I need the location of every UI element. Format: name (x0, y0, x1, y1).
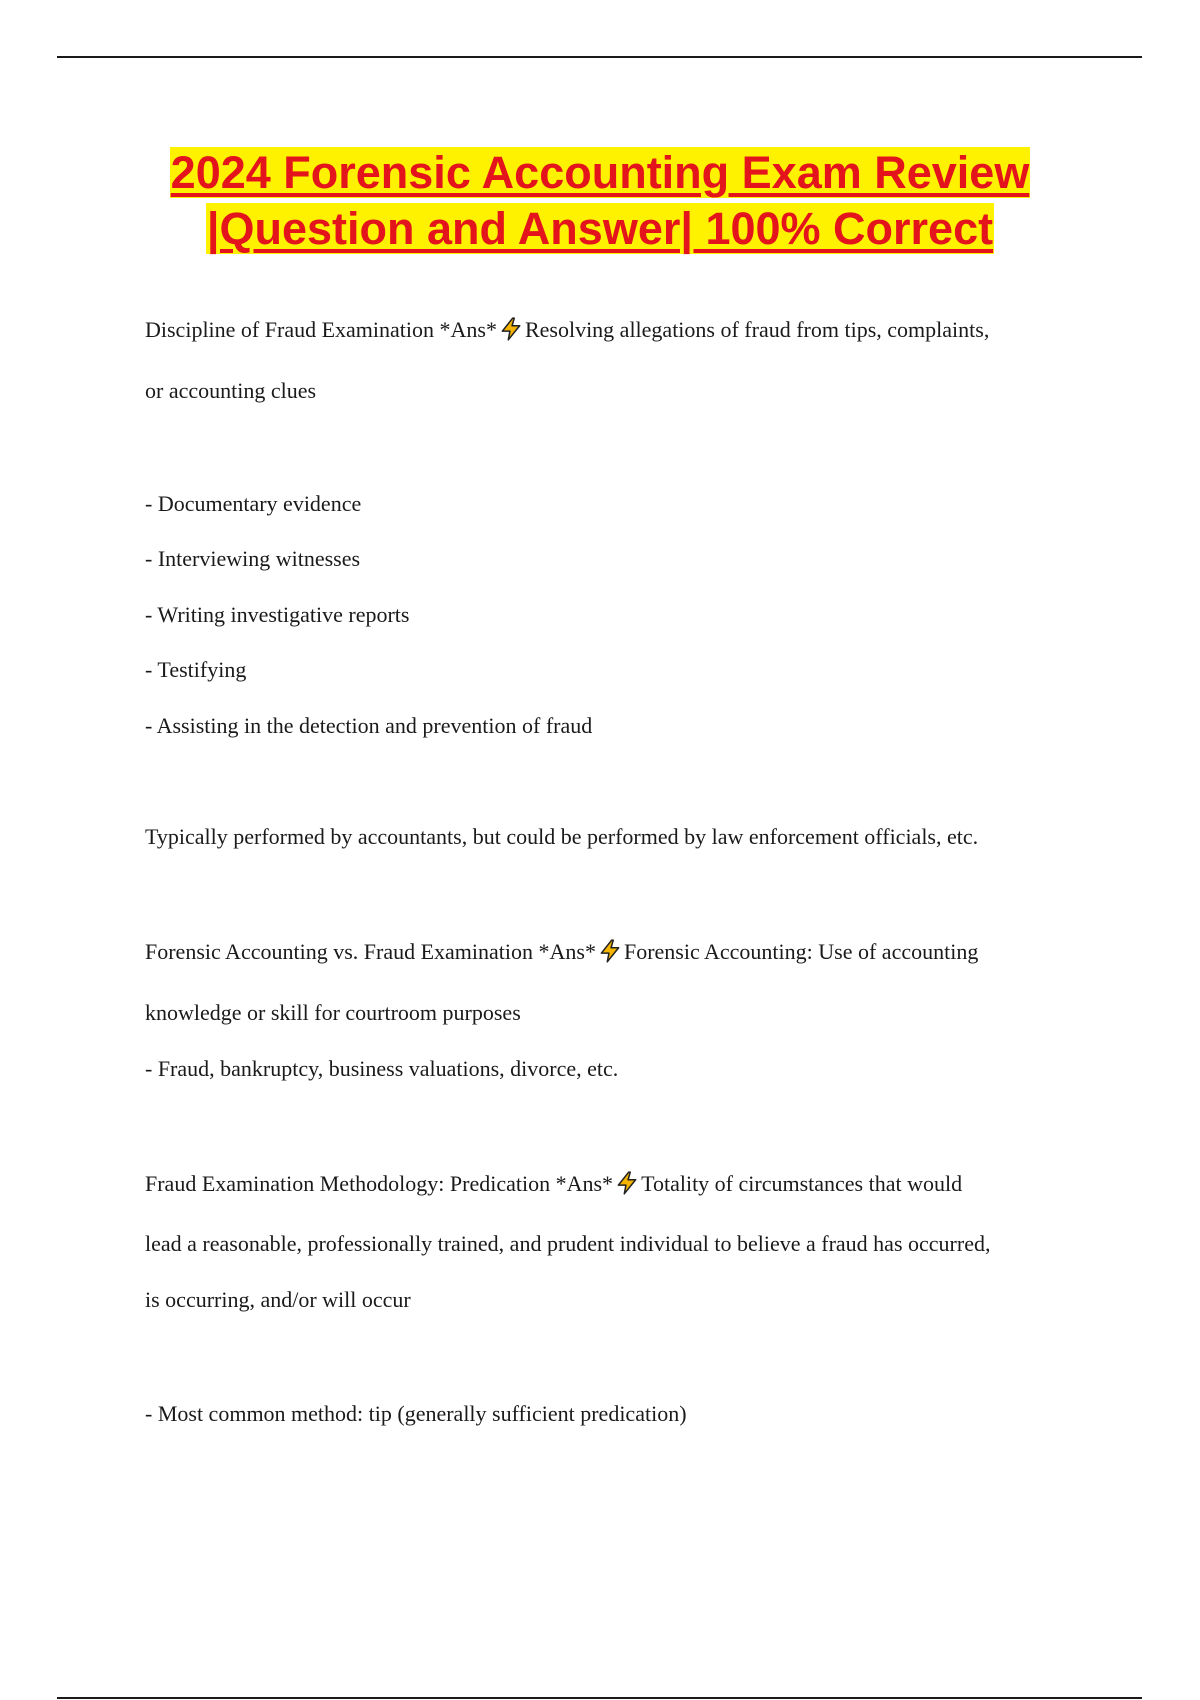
answer-line: or accounting clues (145, 378, 317, 403)
question-line (145, 938, 1085, 966)
lightning-bolt-icon (597, 938, 623, 964)
question-term: Discipline of Fraud Examination (145, 317, 440, 342)
list-item: - Most common method: tip (generally sufficient predication) (145, 1401, 687, 1426)
answer-line: knowledge or skill for courtroom purposes (145, 1000, 521, 1025)
question-line (145, 1170, 1085, 1198)
question-line (145, 316, 1085, 344)
list-item: - Writing investigative reports (145, 602, 410, 627)
answer-line: lead a reasonable, professionally trained, and prudent individual to believe a fraud has occurred, (145, 1231, 991, 1256)
answer-marker: *Ans* (555, 1171, 614, 1196)
answer-text: Resolving allegations of fraud from tips, complaints, (524, 317, 990, 342)
answer-text: Forensic Accounting: Use of accounting (623, 939, 979, 964)
lightning-bolt-icon (614, 1170, 640, 1196)
list-item: - Fraud, bankruptcy, business valuations, divorce, etc. (145, 1056, 619, 1081)
list-item: - Assisting in the detection and prevention of fraud (145, 713, 593, 738)
lightning-bolt-icon (498, 316, 524, 342)
top-rule (57, 56, 1142, 58)
list-item: - Interviewing witnesses (145, 546, 361, 571)
list-item: - Testifying (145, 657, 247, 682)
answer-line: is occurring, and/or will occur (145, 1287, 411, 1312)
page-title (0, 145, 1200, 257)
title-line-2: |Question and Answer| 100% Correct (206, 203, 994, 254)
bottom-rule (57, 1697, 1142, 1699)
question-term: Fraud Examination Methodology: Predication (145, 1171, 556, 1196)
paragraph: Typically performed by accountants, but could be performed by law enforcement officials, etc. (145, 824, 979, 849)
answer-marker: *Ans* (538, 939, 596, 964)
question-term: Forensic Accounting vs. Fraud Examination (145, 939, 539, 964)
answer-marker: *Ans* (439, 317, 497, 342)
title-line-1: 2024 Forensic Accounting Exam Review (170, 147, 1030, 198)
answer-text: Totality of circumstances that would (641, 1171, 963, 1196)
list-item: - Documentary evidence (145, 491, 362, 516)
